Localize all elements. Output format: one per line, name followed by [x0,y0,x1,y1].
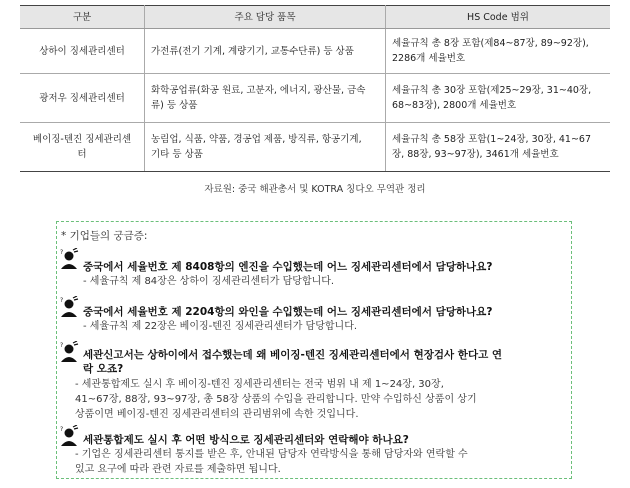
faq-answer: - 세율규칙 제 22장은 베이징-텐진 징세관리센터가 담당합니다. [83,321,358,332]
faq-answer [75,377,563,422]
faq-answer: - 세율규칙 제 84장은 상하이 징세관리센터가 담당합니다. [83,276,335,287]
source-note: 자료원: 중국 해관총서 및 KOTRA 칭다오 무역관 정리 [204,184,426,195]
faq-answer-line: 41~67장, 88장, 93~97장, 총 58장 상품의 수입을 관리합니다. 만약 수입하신 상품이 상기 [75,394,477,405]
hs-range [386,74,611,123]
faq-question: 세관통합제도 실시 후 어떤 방식으로 징세관리센터와 연락해야 하나요? [83,434,409,446]
svg-text:?: ? [60,249,64,256]
faq-answer [75,447,563,477]
hs-range [386,123,611,172]
faq-answer-line: - 기업은 징세관리센터 통지를 받은 후, 안내된 담당자 연락방식을 통해 담당자와 연락할 수 [75,449,468,460]
faq-answer-line: 있고 요구에 따라 관련 자료를 제출하면 됩니다. [75,464,281,475]
confused-person-icon [59,341,79,363]
center-name: 상하이 징세관리센터 [20,29,145,74]
customs-center-table [20,5,610,172]
faq-title: * 기업들의 궁금증: [61,230,148,242]
main-items: 가전류(전기 기계, 계량기기, 교통수단류) 등 상품 [145,29,386,74]
confused-person-icon [59,296,79,318]
hs-range-line: 68~83장), 2800개 세율번호 [392,100,517,111]
faq-question-line: 세관신고서는 상하이에서 접수했는데 왜 베이징-텐진 징세관리센터에서 현장검사 한다고 연 [83,349,503,361]
header-category: 구분 [20,6,145,29]
main-items [145,123,386,172]
confused-person-icon [59,425,79,447]
svg-text:?: ? [60,342,64,349]
main-items [145,74,386,123]
faq-question: 중국에서 세율번호 제 8408항의 엔진을 수입했는데 어느 징세관리센터에서 담당하나요? [83,261,493,273]
faq-question [83,348,567,376]
center-name-line: 베이징-텐진 징세관리센 [32,134,132,145]
main-items-line: 화학공업류(화공 원료, 고분자, 에너지, 광산물, 금속 [151,85,366,96]
hs-range-line: 세율규칙 총 30장 포함(제25~29장, 31~40장, [392,85,592,96]
faq-box [56,221,572,479]
main-items-line: 농림업, 식품, 약품, 경공업 제품, 방직류, 항공기계, [151,134,362,145]
main-items-line: 기타 등 상품 [151,149,203,160]
svg-text:?: ? [60,297,64,304]
hs-range-line: 2286개 세율번호 [392,53,466,64]
center-name [20,123,145,172]
faq-answer-line: - 세관통합제도 실시 후 베이징-텐진 징세관리센터는 전국 범위 내 제 1~24장, 30장, [75,379,444,390]
center-name-line: 터 [77,149,87,160]
table-header-row [20,6,610,29]
faq-answer-line: 상품이면 베이징-텐진 징세관리센터의 관리범위에 속한 것입니다. [75,409,359,420]
faq-question-line: 락 오죠? [83,363,124,375]
center-name: 광저우 징세관리센터 [20,74,145,123]
table-row [20,123,610,172]
main-items-line: 류) 등 상품 [151,100,198,111]
table-row [20,29,610,74]
table-row [20,74,610,123]
hs-range-line: 장, 88장, 93~97장), 3461개 세율번호 [392,149,559,160]
svg-text:?: ? [60,426,64,433]
header-main-items: 주요 담당 품목 [145,6,386,29]
faq-question: 중국에서 세율번호 제 2204항의 와인을 수입했는데 어느 징세관리센터에서 담당하나요? [83,306,493,318]
confused-person-icon [59,248,79,270]
hs-range-line: 세율규칙 총 58장 포함(1~24장, 30장, 41~67 [392,134,592,145]
hs-range [386,29,611,74]
hs-range-line: 세율규칙 총 8장 포함(제84~87장, 89~92장), [392,38,589,49]
header-hs-code: HS Code 범위 [386,6,611,29]
